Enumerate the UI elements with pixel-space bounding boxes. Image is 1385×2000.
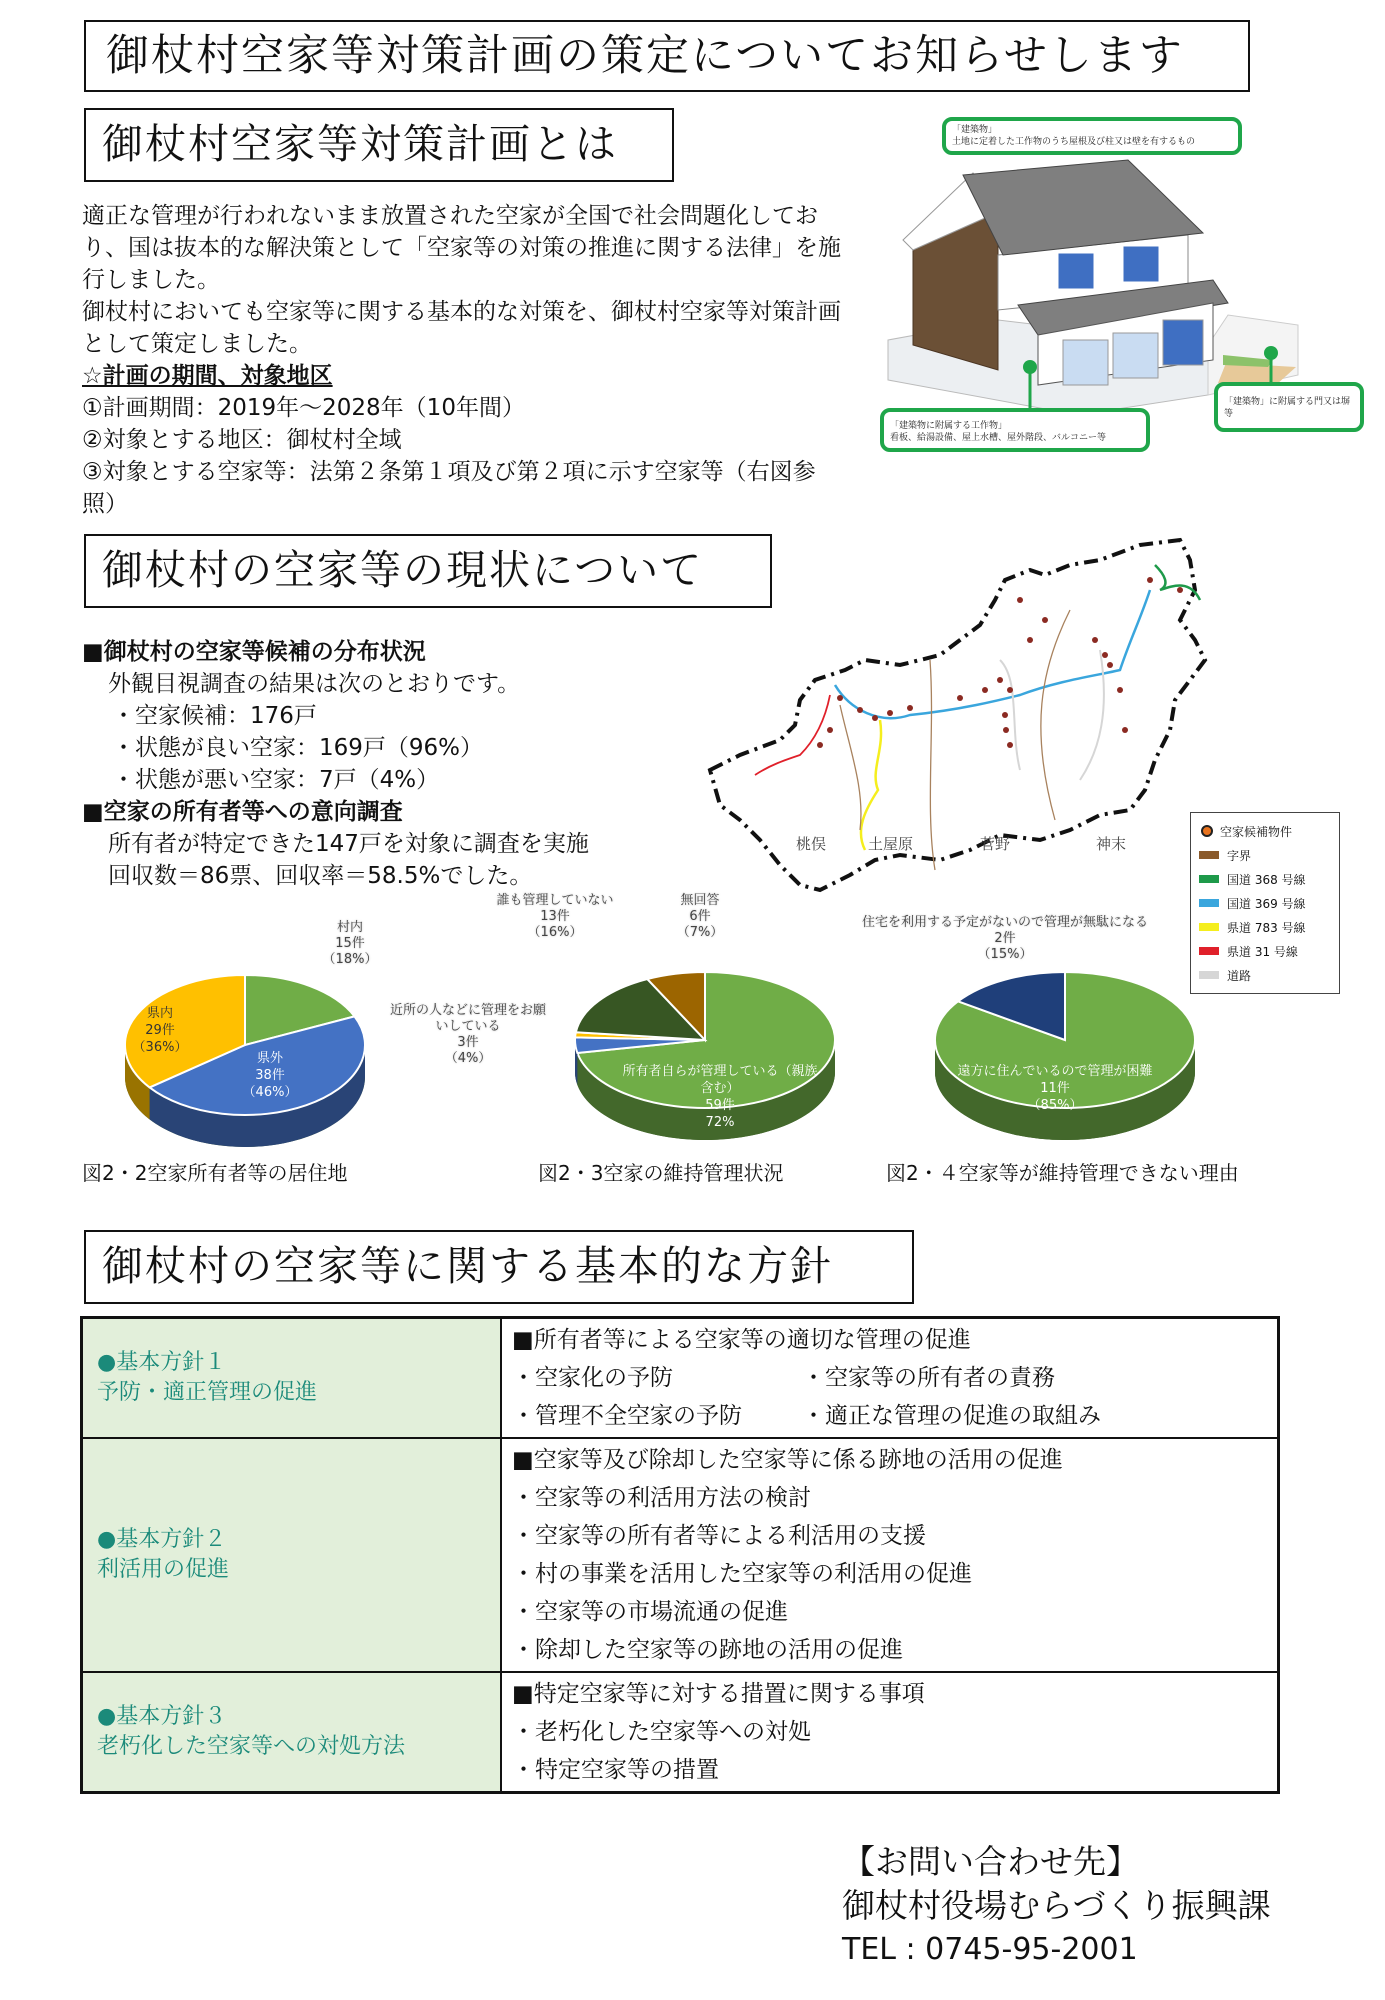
survey-heading: ■空家の所有者等への意向調査 bbox=[82, 799, 403, 825]
policy-item: ・村の事業を活用した空家等の利活用の促進 bbox=[512, 1561, 972, 1587]
pie-label bbox=[320, 920, 380, 968]
policy-item: ・空家等の所有者の責務 bbox=[802, 1365, 1055, 1391]
policy-row bbox=[82, 1318, 1279, 1439]
plan-period-heading: ☆計画の期間、対象地区 bbox=[82, 363, 333, 389]
policy-item: ・特定空家等の措置 bbox=[512, 1757, 719, 1783]
slice-name: 村内 bbox=[336, 920, 363, 935]
slice-percent: 72% bbox=[705, 1115, 735, 1130]
slice-name: 住宅を利用する予定がないので管理が無駄になる bbox=[861, 915, 1148, 930]
policy-name-cell bbox=[82, 1318, 502, 1439]
legend-label: 字界 bbox=[1227, 848, 1252, 863]
pie-label bbox=[940, 1063, 1170, 1114]
slice-name: 近所の人などに管理をお願いしている bbox=[389, 1003, 546, 1034]
slice-percent: （46%） bbox=[242, 1085, 298, 1100]
legend-label: 道路 bbox=[1227, 968, 1252, 983]
slice-count: 6件 bbox=[689, 909, 711, 924]
section-title-status: 御杖村の空家等の現状について bbox=[84, 534, 772, 608]
contact-tel[interactable]: TEL : 0745-95-2001 bbox=[842, 1932, 1138, 1967]
status-description bbox=[82, 636, 702, 892]
pie-label bbox=[125, 1005, 195, 1056]
slice-percent: （85%） bbox=[1027, 1098, 1083, 1113]
distribution-item: ・状態が良い空家：169戸（96%） bbox=[112, 735, 484, 761]
figure-caption: 図2・４空家等が維持管理できない理由 bbox=[886, 1161, 1239, 1185]
legend-swatch bbox=[1199, 851, 1219, 859]
slice-name: 県内 bbox=[146, 1006, 173, 1021]
section-title-plan: 御杖村空家等対策計画とは bbox=[84, 108, 674, 182]
plan-item: ②対象とする地区：御杖村全域 bbox=[82, 427, 402, 453]
policy-item: ・適正な管理の促進の取組み bbox=[802, 1403, 1101, 1429]
pie-chart-reasons bbox=[925, 970, 1225, 1150]
slice-percent: （18%） bbox=[322, 952, 378, 967]
plan-item: ③対象とする空家等：法第２条第１項及び第２項に示す空家等（右図参照） bbox=[82, 459, 816, 517]
pie-label bbox=[620, 1063, 820, 1131]
figure-caption: 図2・3空家の維持管理状況 bbox=[538, 1161, 784, 1185]
pie-label bbox=[235, 1050, 305, 1101]
slice-name: 遠方に住んでいるので管理が困難 bbox=[957, 1064, 1153, 1079]
slice-percent: （16%） bbox=[527, 925, 583, 940]
policy-item: ・空家等の市場流通の促進 bbox=[512, 1599, 788, 1625]
slice-count: 29件 bbox=[145, 1023, 175, 1038]
section-title-policy: 御杖村の空家等に関する基本的な方針 bbox=[84, 1230, 914, 1304]
slice-percent: （36%） bbox=[132, 1040, 188, 1055]
legend-swatch bbox=[1199, 899, 1219, 907]
policy-table bbox=[80, 1316, 1280, 1794]
slice-name: 誰も管理していない bbox=[496, 893, 614, 908]
vacancy-marker-icon bbox=[1201, 825, 1213, 837]
policy-detail-cell bbox=[501, 1318, 1279, 1439]
legend-label: 国道 369 号線 bbox=[1227, 896, 1306, 911]
policy-name-cell bbox=[82, 1672, 502, 1793]
contact-block bbox=[842, 1840, 1271, 1972]
legend-item bbox=[1199, 915, 1331, 939]
district-label: 神末 bbox=[1096, 835, 1127, 853]
district-boundary-lines bbox=[840, 610, 1070, 870]
slice-count: 3件 bbox=[457, 1035, 479, 1050]
slice-count: 2件 bbox=[994, 931, 1016, 946]
pie-label bbox=[670, 893, 730, 941]
policy-name: ●基本方針１ bbox=[97, 1350, 227, 1375]
slice-name: 無回答 bbox=[680, 893, 720, 908]
figure-caption: 図2・2空家所有者等の居住地 bbox=[82, 1161, 348, 1185]
callout-building bbox=[942, 117, 1242, 155]
slice-count: 59件 bbox=[705, 1098, 735, 1113]
distribution-item: ・状態が悪い空家：7戸（4%） bbox=[112, 767, 440, 793]
plan-description bbox=[82, 200, 842, 520]
legend-swatch bbox=[1199, 923, 1219, 931]
policy-name: ●基本方針２ bbox=[97, 1527, 227, 1552]
policy-detail-cell bbox=[501, 1672, 1279, 1793]
plan-item: ①計画期間：2019年～2028年（10年間） bbox=[82, 395, 525, 421]
pie-label bbox=[388, 1003, 548, 1067]
policy-heading: ■空家等及び除却した空家等に係る跡地の活用の促進 bbox=[512, 1447, 1063, 1473]
legend-item bbox=[1199, 891, 1331, 915]
legend-label: 県道 31 号線 bbox=[1227, 944, 1298, 959]
slice-percent: （15%） bbox=[977, 947, 1033, 962]
legend-item bbox=[1199, 843, 1331, 867]
policy-subtitle: 予防・適正管理の促進 bbox=[97, 1380, 318, 1405]
slice-name: 県外 bbox=[256, 1051, 283, 1066]
legend-item bbox=[1199, 867, 1331, 891]
page-title: 御杖村空家等対策計画の策定についてお知らせします bbox=[84, 20, 1250, 92]
contact-heading: 【お問い合わせ先】 bbox=[842, 1842, 1139, 1881]
policy-row bbox=[82, 1672, 1279, 1793]
callout-attached-text: 看板、給湯設備、屋上水槽、屋外階段、バルコニー等 bbox=[890, 433, 1107, 443]
survey-line: 回収数＝86票、回収率＝58.5%でした。 bbox=[108, 863, 533, 889]
district-label: 土屋原 bbox=[868, 835, 914, 853]
policy-name: ●基本方針３ bbox=[97, 1704, 227, 1729]
policy-items-row bbox=[512, 1359, 1267, 1397]
survey-line: 所有者が特定できた147戸を対象に調査を実施 bbox=[108, 831, 589, 857]
policy-items-row bbox=[512, 1397, 1267, 1435]
policy-item: ・空家化の予防 bbox=[512, 1365, 673, 1391]
map-legend bbox=[1190, 812, 1340, 994]
legend-swatch bbox=[1199, 875, 1219, 883]
slice-count: 38件 bbox=[255, 1068, 285, 1083]
callout-attached-structure bbox=[880, 408, 1150, 452]
policy-subtitle: 利活用の促進 bbox=[97, 1557, 230, 1582]
contact-office: 御杖村役場むらづくり振興課 bbox=[842, 1886, 1271, 1925]
slice-name: 所有者自らが管理している（親族含む） bbox=[622, 1064, 818, 1096]
village-boundary bbox=[710, 540, 1205, 890]
pie-label bbox=[490, 893, 620, 941]
road-lines bbox=[1000, 650, 1104, 780]
callout-building-text: 土地に定着した工作物のうち屋根及び柱又は壁を有するもの bbox=[952, 137, 1196, 147]
legend-label: 空家候補物件 bbox=[1220, 824, 1293, 839]
distribution-heading: ■御杖村の空家等候補の分布状況 bbox=[82, 639, 426, 665]
policy-subtitle: 老朽化した空家等への対処方法 bbox=[97, 1734, 406, 1759]
slice-count: 11件 bbox=[1040, 1081, 1070, 1096]
legend-label: 県道 783 号線 bbox=[1227, 920, 1306, 935]
slice-count: 15件 bbox=[335, 936, 365, 951]
policy-item: ・空家等の利活用方法の検討 bbox=[512, 1485, 811, 1511]
slice-count: 13件 bbox=[540, 909, 570, 924]
callout-building-title: 「建築物」 bbox=[952, 125, 998, 135]
distribution-intro: 外観目視調査の結果は次のとおりです。 bbox=[108, 671, 521, 697]
legend-label: 国道 368 号線 bbox=[1227, 872, 1306, 887]
legend-swatch bbox=[1199, 947, 1219, 955]
callout-attached-title: 「建築物に附属する工作物」 bbox=[890, 421, 1008, 431]
plan-paragraph-1: 適正な管理が行われないまま放置された空家が全国で社会問題化しており、国は抜本的な解決策として「空家等の対策の推進に関する法律」を施行しました。 bbox=[82, 203, 841, 293]
policy-heading: ■特定空家等に対する措置に関する事項 bbox=[512, 1681, 925, 1707]
policy-name-cell bbox=[82, 1438, 502, 1672]
plan-paragraph-2: 御杖村においても空家等に関する基本的な対策を、御杖村空家等対策計画として策定しました。 bbox=[82, 299, 841, 357]
policy-item: ・除却した空家等の跡地の活用の促進 bbox=[512, 1637, 903, 1663]
slice-percent: （7%） bbox=[676, 925, 724, 940]
route-783-line bbox=[861, 720, 881, 850]
callout-gate-text: 「建築物」に附属する門又は塀等 bbox=[1224, 397, 1351, 419]
slice-percent: （4%） bbox=[444, 1051, 492, 1066]
distribution-item: ・空家候補：176戸 bbox=[112, 703, 317, 729]
district-label: 菅野 bbox=[980, 835, 1011, 853]
policy-item: ・空家等の所有者等による利活用の支援 bbox=[512, 1523, 926, 1549]
callout-gate-fence bbox=[1214, 382, 1364, 432]
legend-item bbox=[1199, 819, 1331, 843]
policy-row bbox=[82, 1438, 1279, 1672]
policy-detail-cell bbox=[501, 1438, 1279, 1672]
district-label: 桃俣 bbox=[796, 835, 827, 853]
route-31-line bbox=[755, 695, 830, 775]
policy-item: ・管理不全空家の予防 bbox=[512, 1403, 742, 1429]
pie-label bbox=[835, 915, 1175, 963]
legend-item bbox=[1199, 939, 1331, 963]
policy-heading: ■所有者等による空家等の適切な管理の促進 bbox=[512, 1327, 971, 1353]
policy-item: ・老朽化した空家等への対処 bbox=[512, 1719, 811, 1745]
